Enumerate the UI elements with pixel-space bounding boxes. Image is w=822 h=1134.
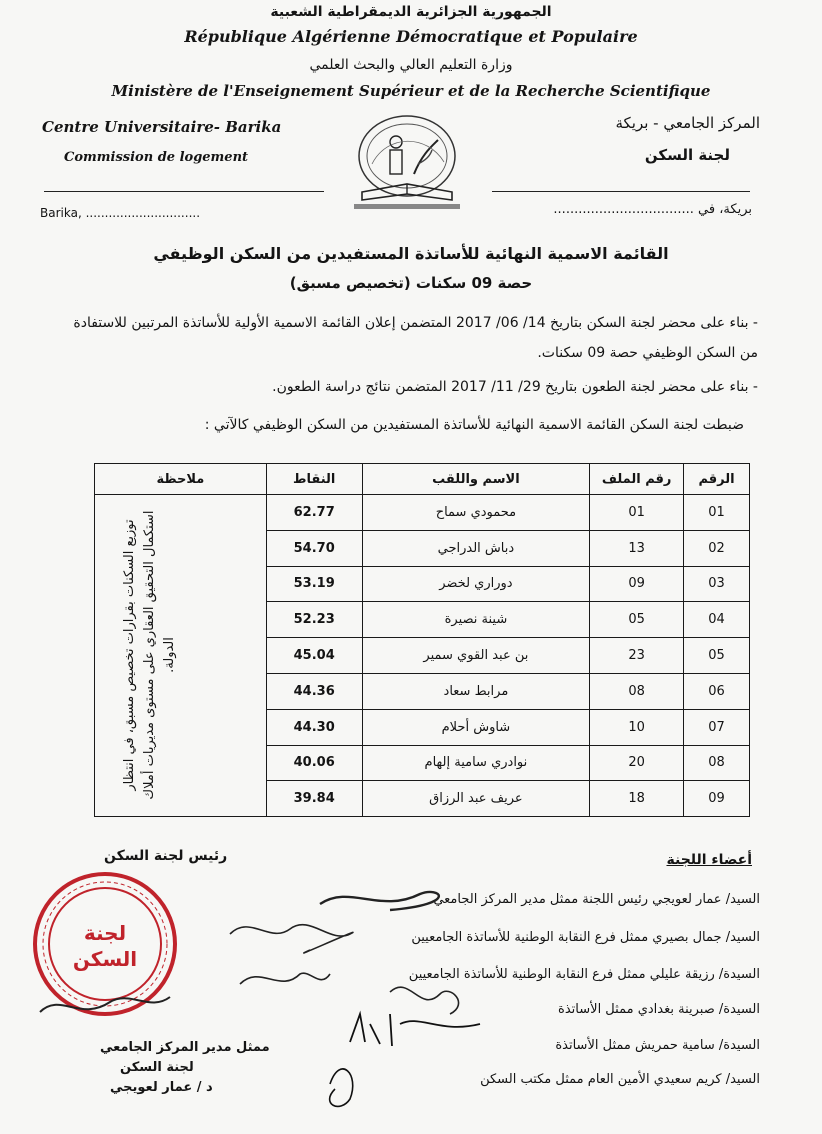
cell-points: 39.84 <box>266 781 362 817</box>
cell-file: 13 <box>590 530 684 566</box>
cell-name: بن عبد القوي سمير <box>362 638 590 674</box>
place-date-fr: Barika, .............................. <box>40 206 201 220</box>
document-subtitle: حصة 09 سكنات (تخصيص مسبق) <box>289 274 533 292</box>
header-cell-name: الاسم واللقب <box>362 464 590 495</box>
cell-points: 44.30 <box>266 709 362 745</box>
center-name-fr: Centre Universitaire- Barika <box>42 118 282 136</box>
cell-name: شاوش أحلام <box>362 709 590 745</box>
commission-name-fr: Commission de logement <box>64 150 249 165</box>
header-cell-file: رقم الملف <box>590 464 684 495</box>
representative-line2: لجنة السكن <box>120 1060 194 1075</box>
signatures-icon <box>220 874 510 1134</box>
cell-points: 45.04 <box>266 638 362 674</box>
member-line: السيد/ جمال بصيري ممثل فرع النقابة الوطنية للأساتذة الجامعيين <box>411 930 760 945</box>
cell-points: 40.06 <box>266 745 362 781</box>
cell-file: 08 <box>590 673 684 709</box>
cell-file: 01 <box>590 495 684 531</box>
place-date-ar: بريكة، في .................................. <box>553 202 752 217</box>
header-divider-left <box>44 191 324 192</box>
header-republic-ar: الجمهورية الجزائرية الديمقراطية الشعبية <box>270 4 552 20</box>
cell-name: دوراري لخضر <box>362 566 590 602</box>
president-title: رئيس لجنة السكن <box>104 848 228 864</box>
cell-note <box>95 495 267 817</box>
cell-points: 44.36 <box>266 673 362 709</box>
header-ministry-ar: وزارة التعليم العالي والبحث العلمي <box>309 57 513 73</box>
stamp-text-line1: لجنة <box>83 921 127 945</box>
cell-points: 54.70 <box>266 530 362 566</box>
table-row <box>95 495 750 531</box>
cell-file: 23 <box>590 638 684 674</box>
cell-number: 06 <box>684 673 750 709</box>
table-header-row <box>95 464 750 495</box>
cell-name: دباش الدراجي <box>362 530 590 566</box>
cell-file: 05 <box>590 602 684 638</box>
cell-number: 03 <box>684 566 750 602</box>
cell-points: 53.19 <box>266 566 362 602</box>
header-republic-fr: République Algérienne Démocratique et Populaire <box>184 27 638 46</box>
paragraph-2: - بناء على محضر لجنة الطعون بتاريخ 29/ 11/ 2017 المتضمن نتائج دراسة الطعون. <box>272 379 758 395</box>
cell-points: 62.77 <box>266 495 362 531</box>
document-title: القائمة الاسمية النهائية للأساتذة المستفيدين من السكن الوظيفي <box>153 244 669 263</box>
cell-file: 09 <box>590 566 684 602</box>
cell-file: 20 <box>590 745 684 781</box>
header-ministry-fr: Ministère de l'Enseignement Supérieur et de la Recherche Scientifique <box>111 82 711 100</box>
header-cell-note: ملاحظة <box>95 464 267 495</box>
cell-number: 01 <box>684 495 750 531</box>
member-line: السيدة/ سامية حمريش ممثل الأساتذة <box>555 1038 760 1053</box>
cell-name: مرابط سعاد <box>362 673 590 709</box>
note-text: توزيع السكنات بقرارات تخصيص مسبق، في انتظار استكمال التحقيق العقاري على مستوى مديريات أملاك الدولة. <box>122 510 177 800</box>
member-line: السيد/ عمار لعويجي رئيس اللجنة ممثل مدير المركز الجامعي <box>433 892 760 907</box>
member-line: السيد/ كريم سعيدي الأمين العام ممثل مكتب السكن <box>480 1072 760 1087</box>
cell-points: 52.23 <box>266 602 362 638</box>
stamp-text-line2: السكن <box>72 947 138 971</box>
cell-name: عريف عبد الرزاق <box>362 781 590 817</box>
cell-number: 08 <box>684 745 750 781</box>
header-divider-right <box>492 191 750 192</box>
cell-number: 07 <box>684 709 750 745</box>
cell-file: 10 <box>590 709 684 745</box>
cell-name: محمودي سماح <box>362 495 590 531</box>
cell-file: 18 <box>590 781 684 817</box>
header-cell-points: النقاط <box>266 464 362 495</box>
official-stamp-icon <box>20 862 190 1032</box>
cell-name: نوادري سامية إلهام <box>362 745 590 781</box>
cell-number: 09 <box>684 781 750 817</box>
cell-number: 05 <box>684 638 750 674</box>
cell-number: 04 <box>684 602 750 638</box>
header-cell-number: الرقم <box>684 464 750 495</box>
representative-line3: د / عمار لعويجي <box>110 1080 213 1095</box>
commission-name-ar: لجنة السكن <box>644 146 730 164</box>
beneficiaries-table <box>94 463 750 817</box>
representative-line1: ممثل مدير المركز الجامعي <box>100 1040 270 1055</box>
cell-name: شينة نصيرة <box>362 602 590 638</box>
paragraph-1: - بناء على محضر لجنة السكن بتاريخ 14/ 06/ 2017 المتضمن إعلان القائمة الاسمية الأولية للأساتذة المرتبين للاستفادة من السكن الوظيفي حصة 09 سكنات. <box>73 315 758 361</box>
member-line: السيدة/ صبرينة بغدادي ممثل الأساتذة <box>558 1002 760 1017</box>
cell-number: 02 <box>684 530 750 566</box>
member-line: السيدة/ رزيقة عليلي ممثل فرع النقابة الوطنية للأساتذة الجامعيين <box>408 967 760 982</box>
members-title: أعضاء اللجنة <box>666 852 752 868</box>
university-logo-icon <box>332 104 482 216</box>
center-name-ar: المركز الجامعي - بريكة <box>615 114 760 132</box>
paragraph-3: ضبطت لجنة السكن القائمة الاسمية النهائية للأساتذة المستفيدين من السكن الوظيفي كالآتي : <box>204 417 744 433</box>
